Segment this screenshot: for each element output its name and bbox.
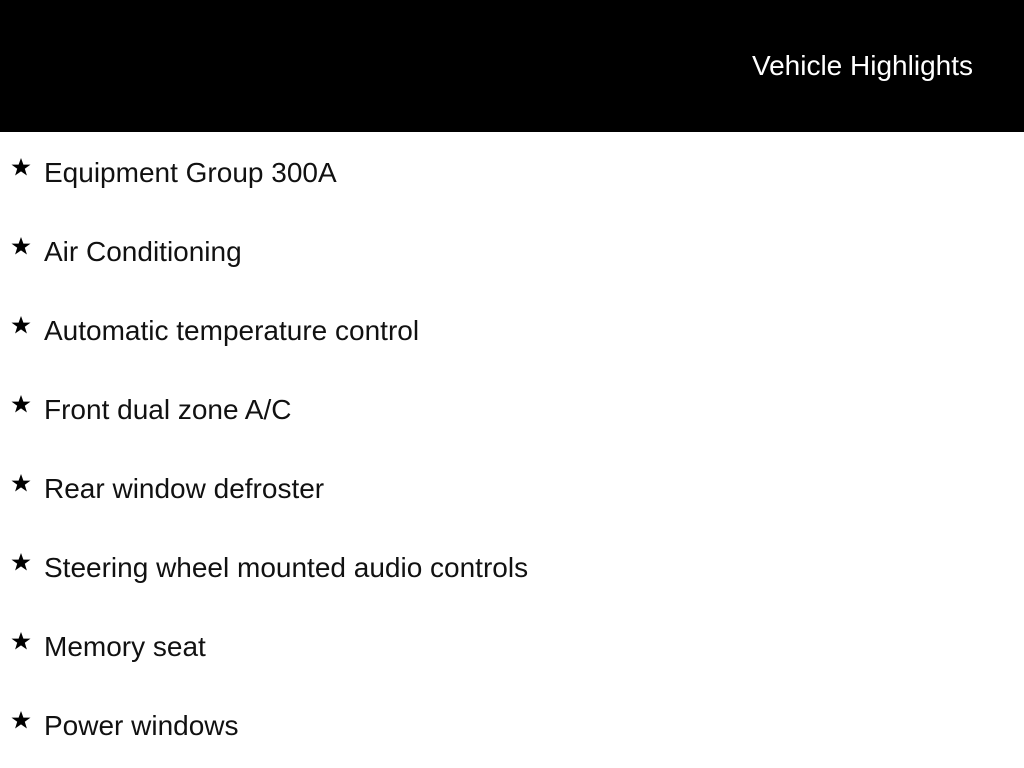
- star-icon: [11, 315, 31, 335]
- list-item-label: Air Conditioning: [44, 236, 242, 267]
- highlights-list: [0, 132, 1024, 764]
- list-item-label: Front dual zone A/C: [44, 394, 292, 425]
- star-icon: [11, 394, 31, 414]
- star-icon: [11, 710, 31, 730]
- list-item-label: Equipment Group 300A: [44, 157, 337, 188]
- list-item-label: Rear window defroster: [44, 473, 325, 504]
- list-item: [0, 527, 1024, 606]
- star-icon: [11, 473, 31, 493]
- page-title: Vehicle Highlights: [751, 50, 973, 81]
- list-item-label: Automatic temperature control: [44, 315, 420, 346]
- header-banner: [0, 0, 1024, 132]
- list-item-label: Memory seat: [44, 631, 206, 662]
- list-item: [0, 290, 1024, 369]
- list-item-label: Steering wheel mounted audio controls: [44, 552, 529, 583]
- list-item: [0, 211, 1024, 290]
- list-item-label: Power windows: [44, 710, 239, 741]
- star-icon: [11, 552, 31, 572]
- star-icon: [11, 236, 31, 256]
- star-icon: [11, 631, 31, 651]
- list-item: [0, 685, 1024, 764]
- list-item: [0, 448, 1024, 527]
- star-icon: [11, 157, 31, 177]
- list-item: [0, 369, 1024, 448]
- list-item: [0, 606, 1024, 685]
- list-item: [0, 132, 1024, 211]
